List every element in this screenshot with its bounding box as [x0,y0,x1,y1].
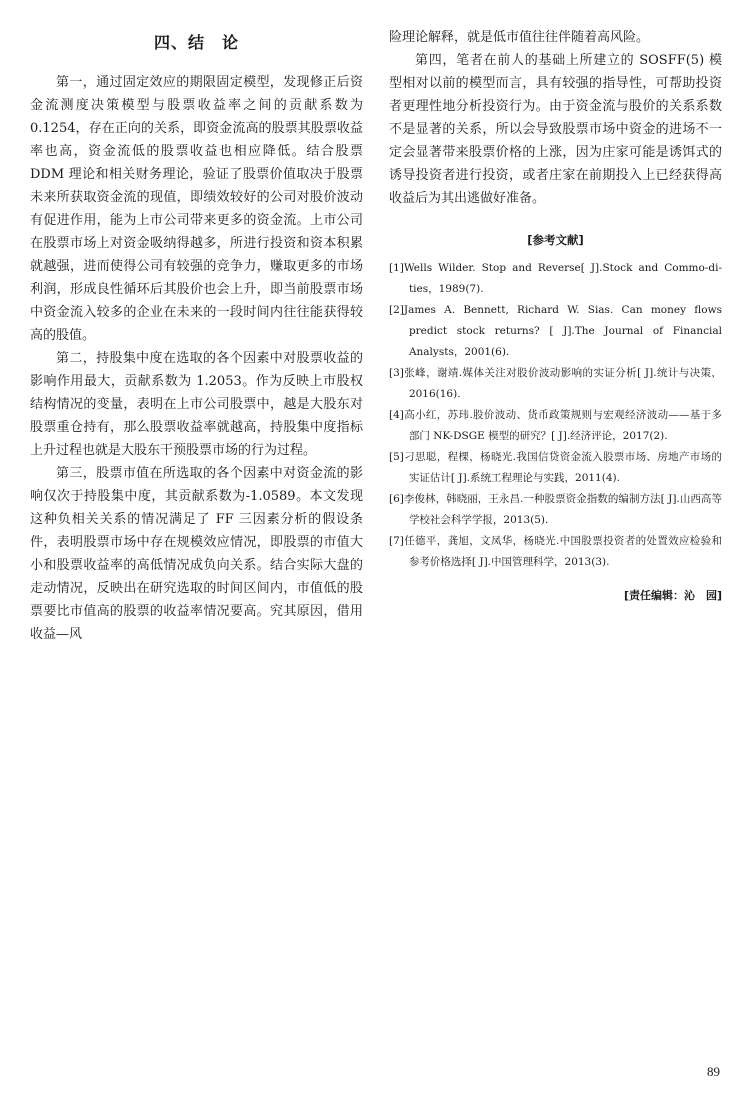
section-title: 四、结 论 [153,33,239,52]
reference-item: [2]James A. Bennett, Richard W. Sias. Can money flows predict stock returns? [ J].The Journal of Financial Analysts，2001(6). [389,304,722,358]
conclusion-paragraph-2: 第二，持股集中度在选取的各个因素中对股票收益的影响作用最大，贡献系数为 1.2053。作为反映上市股权结构情况的变量，表明在上市公司股票中，越是大股东对股票重仓持有，那么股票收益率就越高，持股集中度指标上升过程也就是大股东干预股票市场的行为过程。 [30,351,363,458]
conclusion-paragraph-4: 第四，笔者在前人的基础上所建立的 SOSFF(5) 模型相对以前的模型而言，具有较强的指导性，可帮助投资者更理性地分析投资行为。由于资金流与股价的关系系数不是显著的关系，所以会导致股票市场中资金的进场不一定会显著带来股票价格的上涨，因为庄家可能是诱饵式的诱导投资者进行投资，或者庄家在前期投入上已经获得高收益后为其出逃做好准备。 [389,53,722,206]
editor-note: [责任编辑：沁 园] [623,589,722,602]
references-list [389,258,722,573]
reference-item: [3]张峰，谢靖.媒体关注对股价波动影响的实证分析[ J].统计与决策，2016(16). [389,367,722,400]
conclusion-paragraph-1: 第一，通过固定效应的期限固定模型，发现修正后资金流测度决策模型与股票收益率之间的贡献系数为 0.1254，存在正向的关系，即资金流高的股票其股票收益率也高，资金流低的股票收益也相应降低。结合股票 DDM 理论和相关财务理论，验证了股票价值取决于股票未来所获取资金流的现值，即绩效较好的公司对股价波动有促进作用，能为上市公司带来更多的资金流。上市公司在股票市场上对资金吸纳得越多，所进行投资和资本积累就越强，进而使得公司有较强的竞争力，赚取更多的市场利润，形成良性循环后其股价也会上升，即当前股票市场中资金流入较多的企业在未来的一段时间内往往能获得较高的股值。 [30,75,363,343]
reference-item: [7]任德平，龚旭，文凤华，杨晓光.中国股票投资者的处置效应检验和参考价格选择[ J].中国管理科学，2013(3). [389,535,722,568]
conclusion-paragraph-3: 第三，股票市值在所选取的各个因素中对资金流的影响仅次于持股集中度，其贡献系数为-1.0589。本文发现这种负相关关系的情况满足了 FF 三因素分析的假设条件，表明股票市场中存在规模效应情况，即股票的市值大小和股票收益率的高低情况成负向关系。结合实际大盘的走动情况，反映出在研究选取的时间区间内，市值低的股票要比市值高的股票的收益率情况要高。究其原因，借用收益—风 [30,466,363,642]
page-number: 89 [707,1064,720,1079]
left-column [30,26,363,646]
right-column [389,26,722,603]
reference-item: [1]Wells Wilder. Stop and Reverse[ J].Stock and Commo-di-ties，1989(7). [389,262,722,295]
references-title: [参考文献] [527,233,584,247]
reference-item: [5]刁思聪，程棵，杨晓光.我国信贷资金流入股票市场、房地产市场的实证估计[ J].系统工程理论与实践，2011(4). [389,451,722,484]
conclusion-paragraph-3-continued: 险理论解释，就是低市值往往伴随着高风险。 [389,30,650,45]
reference-item: [6]李俊林，韩晓丽，王永昌.一种股票资金指数的编制方法[ J].山西高等学校社会科学学报，2013(5). [389,493,722,526]
reference-item: [4]高小红，苏玮.股价波动、货币政策规则与宏观经济波动——基于多部门 NK-DSGE 模型的研究？[ J].经济评论，2017(2). [389,409,722,442]
